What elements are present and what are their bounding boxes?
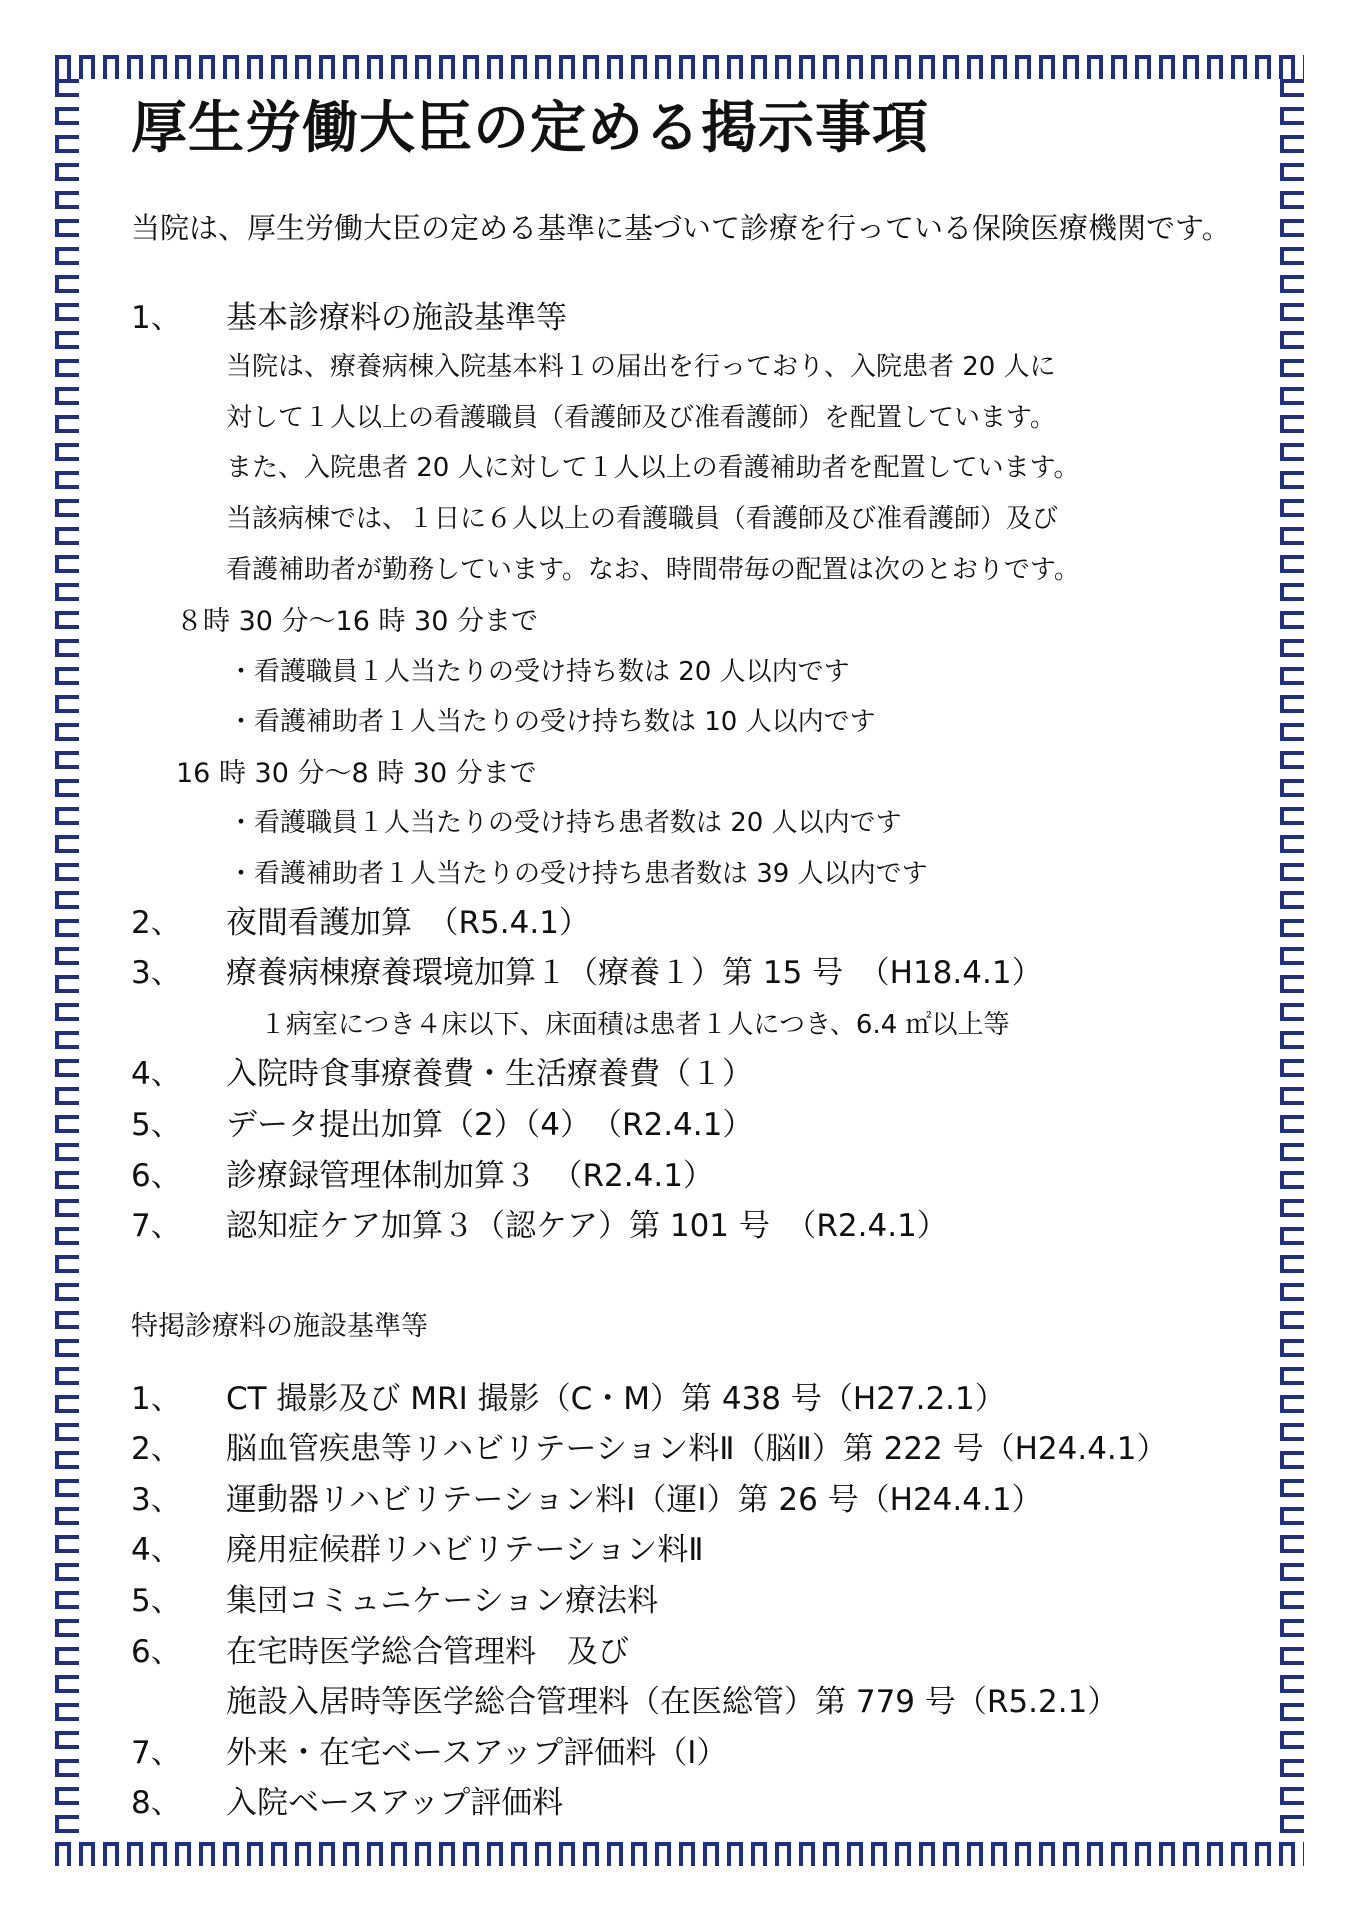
detail-line: 看護補助者が勤務しています。なお、時間帯毎の配置は次のとおりです。 bbox=[226, 555, 1080, 585]
item-note: １病室につき４床以下、床面積は患者１人につき、6.4 ㎡以上等 bbox=[260, 1010, 1010, 1040]
shift-bullet: ・看護職員１人当たりの受け持ち患者数は 20 人以内です bbox=[228, 808, 902, 838]
detail-line: 対して１人以上の看護職員（看護師及び准看護師）を配置しています。 bbox=[226, 403, 1056, 433]
item-number: 3、 bbox=[131, 1482, 182, 1518]
item-label: 廃用症候群リハビリテーション料Ⅱ bbox=[226, 1532, 704, 1568]
detail-line: また、入院患者 20 人に対して１人以上の看護補助者を配置しています。 bbox=[226, 453, 1080, 483]
item-label: CT 撮影及び MRI 撮影（C・M）第 438 号（H27.2.1） bbox=[226, 1381, 1006, 1417]
shift-bullet: ・看護職員１人当たりの受け持ち数は 20 人以内です bbox=[228, 657, 850, 687]
item-label: 運動器リハビリテーション料Ⅰ（運Ⅰ）第 26 号（H24.4.1） bbox=[226, 1482, 1043, 1518]
detail-line: 当院は、療養病棟入院基本料１の届出を行っており、入院患者 20 人に bbox=[226, 352, 1056, 382]
item-label: データ提出加算（2）（4） （R2.4.1） bbox=[226, 1107, 754, 1143]
item-label: 集団コミュニケーション療法料 bbox=[226, 1583, 659, 1619]
item-number: 1、 bbox=[131, 1381, 182, 1417]
item-label: 夜間看護加算 （R5.4.1） bbox=[226, 905, 590, 941]
shift-bullet: ・看護補助者１人当たりの受け持ち数は 10 人以内です bbox=[228, 707, 876, 737]
item-label: 入院時食事療養費・生活療養費（１） bbox=[226, 1056, 753, 1092]
item-number: 1、 bbox=[131, 300, 182, 336]
item-label: 入院ベースアップ評価料 bbox=[226, 1785, 564, 1821]
item-label: 診療録管理体制加算３ （R2.4.1） bbox=[226, 1158, 714, 1194]
intro-text: 当院は、厚生労働大臣の定める基準に基づいて診療を行っている保険医療機関です。 bbox=[131, 211, 1231, 245]
shift-heading: ８時 30 分～16 時 30 分まで bbox=[176, 606, 538, 637]
item-label: 脳血管疾患等リハビリテーション料Ⅱ（脳Ⅱ）第 222 号（H24.4.1） bbox=[226, 1431, 1168, 1467]
shift-bullet: ・看護補助者１人当たりの受け持ち患者数は 39 人以内です bbox=[228, 859, 928, 889]
item-label: 認知症ケア加算３（認ケア）第 101 号 （R2.4.1） bbox=[226, 1208, 948, 1244]
item-number: 2、 bbox=[131, 1431, 182, 1467]
item-label: 在宅時医学総合管理料 及び bbox=[226, 1634, 629, 1670]
item-number: 2、 bbox=[131, 905, 182, 941]
item-number: 8、 bbox=[131, 1785, 182, 1821]
detail-line: 当該病棟では、１日に６人以上の看護職員（看護師及び准看護師）及び bbox=[226, 504, 1059, 534]
item-number: 3、 bbox=[131, 955, 182, 991]
item-label: 外来・在宅ベースアップ評価料（Ⅰ） bbox=[226, 1735, 728, 1771]
item-number: 7、 bbox=[131, 1208, 182, 1244]
item-number: 4、 bbox=[131, 1532, 182, 1568]
item-number: 6、 bbox=[131, 1634, 182, 1670]
item-number: 7、 bbox=[131, 1735, 182, 1771]
shift-heading: 16 時 30 分～8 時 30 分まで bbox=[176, 758, 537, 789]
section-heading: 特掲診療料の施設基準等 bbox=[131, 1311, 428, 1342]
item-number: 5、 bbox=[131, 1107, 182, 1143]
item-label: 療養病棟療養環境加算１（療養１）第 15 号 （H18.4.1） bbox=[226, 955, 1043, 991]
item-number: 6、 bbox=[131, 1158, 182, 1194]
item-number: 5、 bbox=[131, 1583, 182, 1619]
item-label: 基本診療料の施設基準等 bbox=[226, 300, 567, 336]
page-title: 厚生労働大臣の定める掲示事項 bbox=[131, 96, 929, 161]
item-label-continued: 施設入居時等医学総合管理料（在医総管）第 779 号（R5.2.1） bbox=[226, 1684, 1119, 1720]
item-number: 4、 bbox=[131, 1056, 182, 1092]
